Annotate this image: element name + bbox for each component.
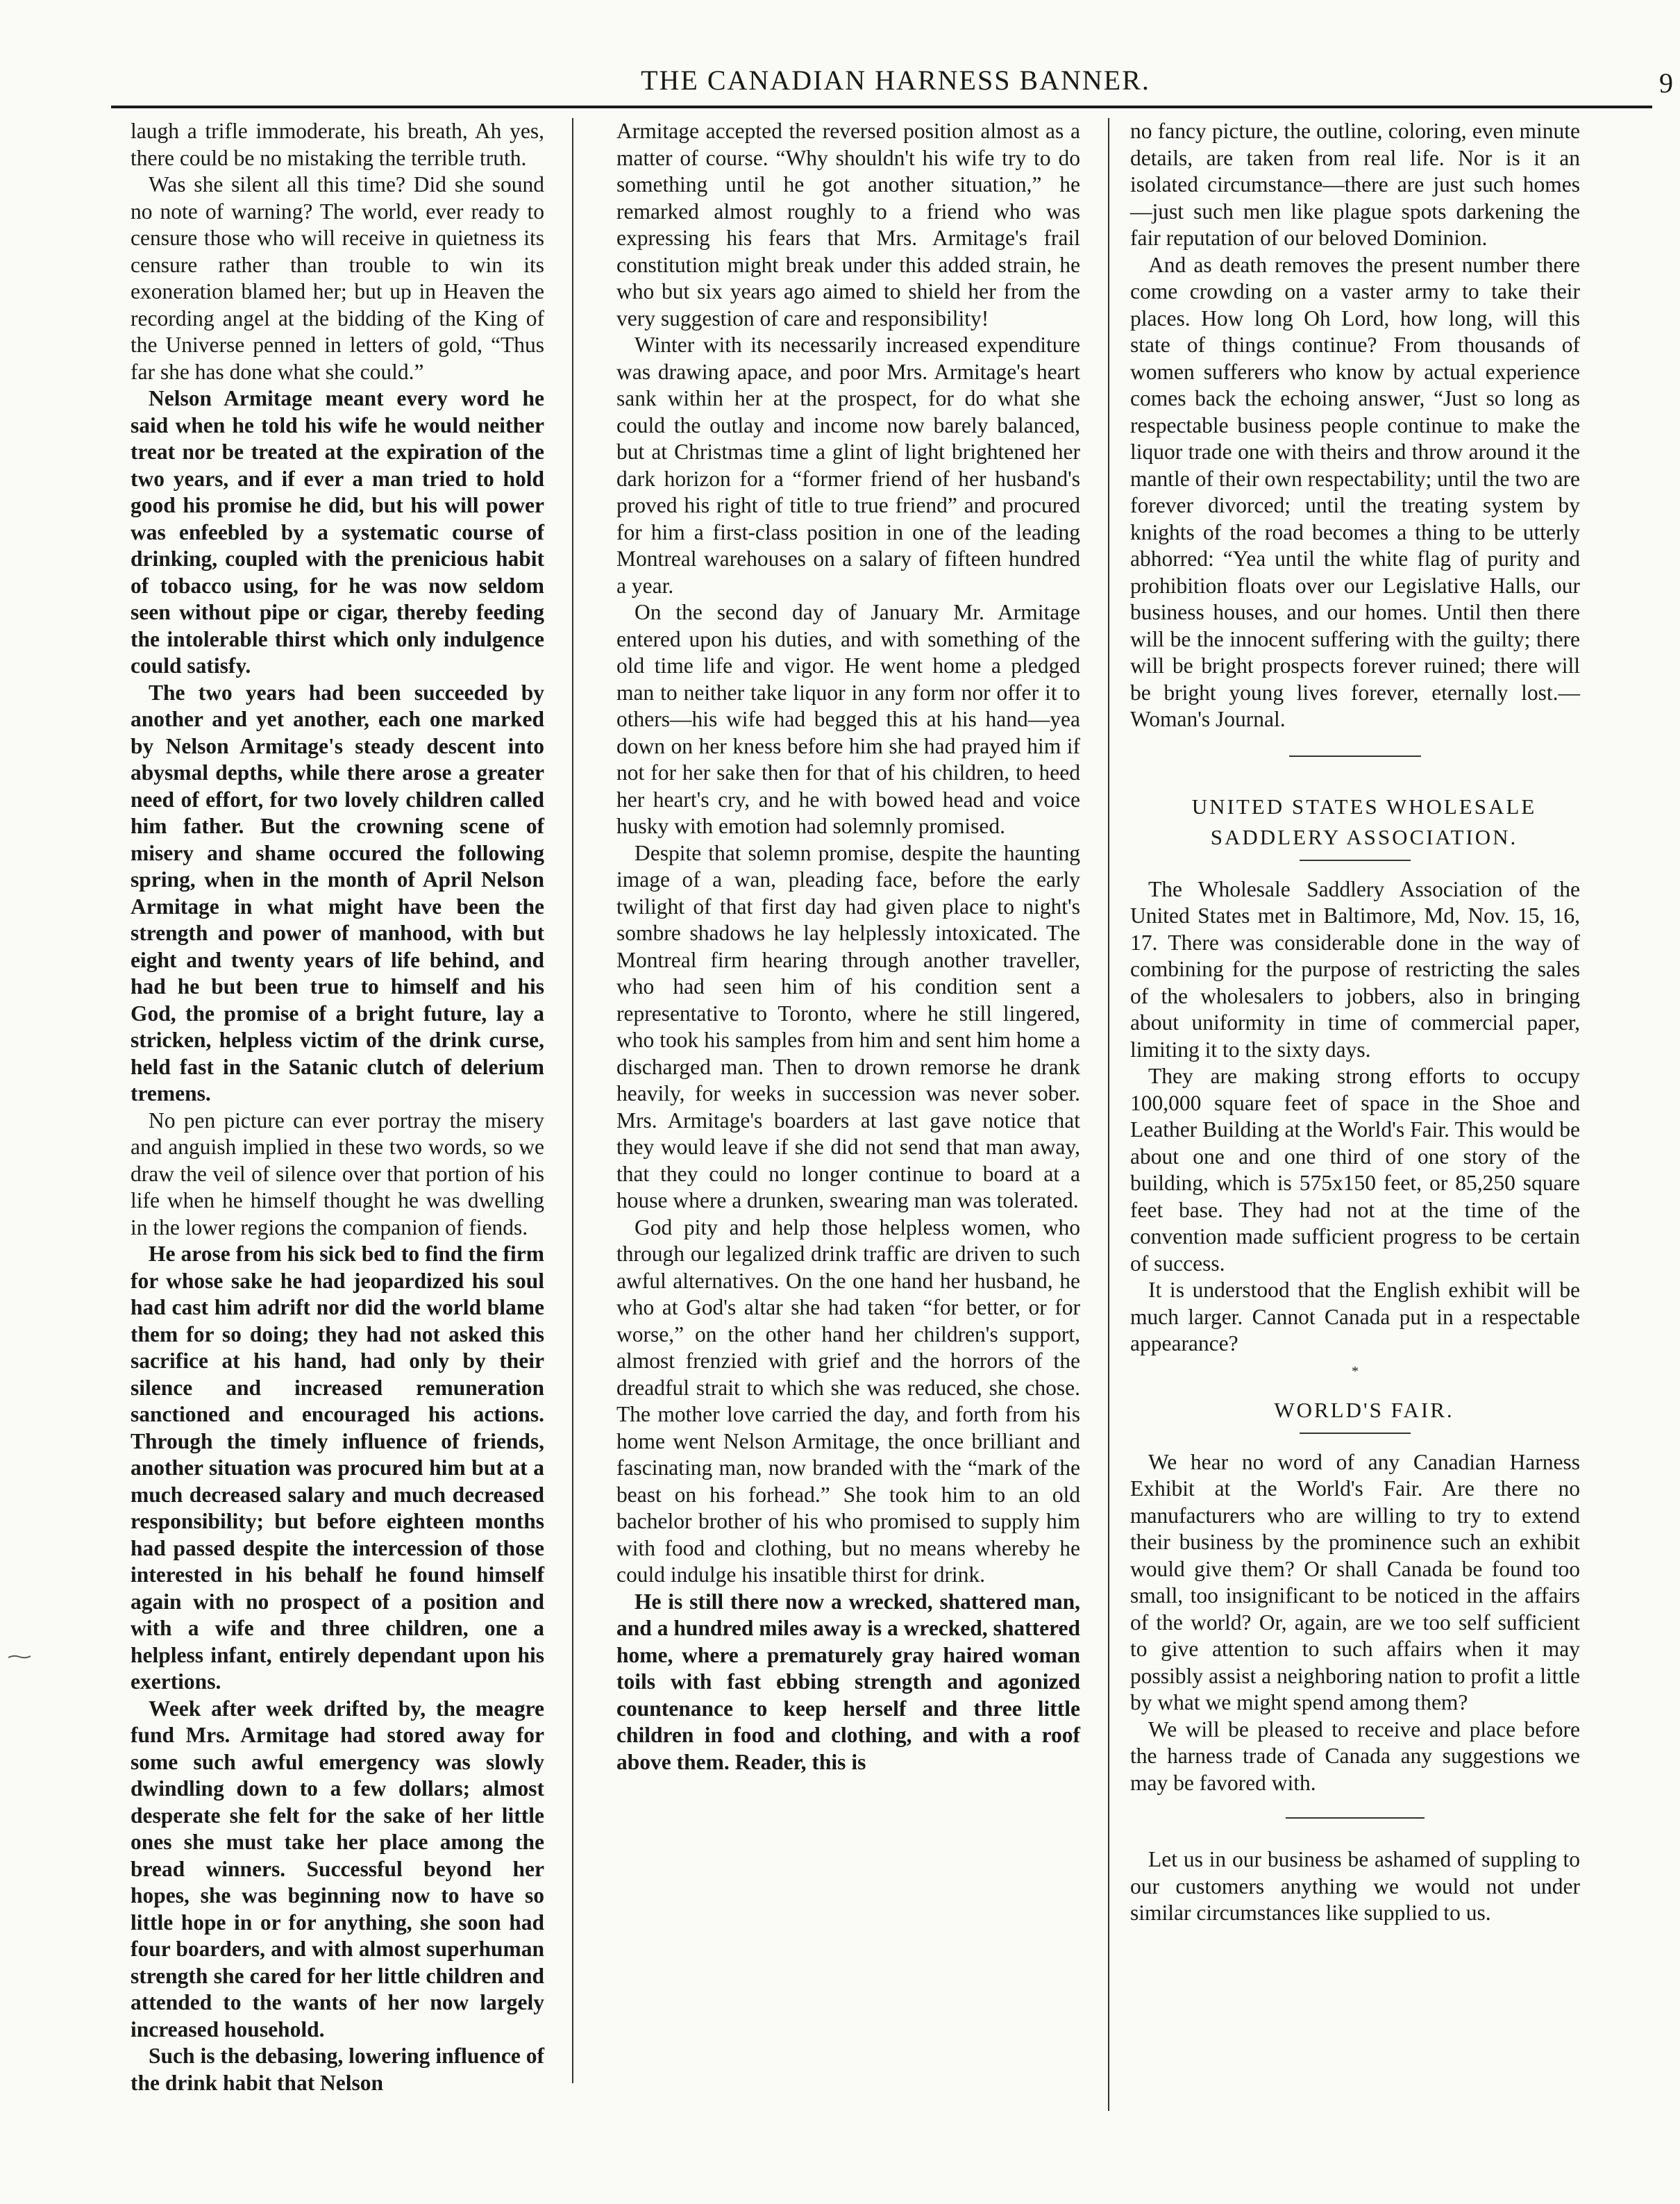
column-2 [616, 118, 1080, 2076]
margin-mark [7, 1653, 32, 1661]
paragraph: The two years had been succeeded by another and yet another, each one marked by Nelson Armitage's steady descent into abysmal depths, while there arose a greater need of effort, for two lovely children called him father. But the crowning scene of misery and shame occured the following spring, when in the month of April Nelson Armitage in what might have been the strength and power of manhood, with but eight and twenty years of life behind, and had he but been true to himself and his God, the promise of a bright future, lay a stricken, helpless victim of the drink curse, held fast in the Satanic clutch of delerium tremens. [131, 680, 544, 1105]
paragraph: no fancy picture, the outline, coloring, even minute details, are taken from real life. Nor is it an isolated circumstance—there are just such homes—just such men like plague spots darkening the fair reputation of our beloved Dominion. [1130, 119, 1580, 250]
section-heading: UNITED STATES WHOLESALE [1191, 794, 1537, 819]
page-title: THE CANADIAN HARNESS BANNER. [641, 65, 1150, 96]
paragraph: No pen picture can ever portray the misery and anguish implied in these two words, so we draw the veil of silence over that portion of his life when he himself thought he was dwelling in the lower regions the companion of fiends. [131, 1108, 544, 1239]
paragraph: laugh a trifle immoderate, his breath, Ah yes, there could be no mistaking the terrible truth. [131, 119, 544, 170]
paragraph: Nelson Armitage meant every word he said when he told his wife he would neither treat nor be treated at the expiration of the two years, and if ever a man tried to hold good his promise he did, but his will power was enfeebled by a systematic course of drinking, coupled with the prenicious habit of tobacco using, for he was now seldom seen without pipe or cigar, thereby feeding the intolerable thirst which only indulgence could satisfy. [131, 386, 544, 678]
paragraph: The Wholesale Saddlery Association of the United States met in Baltimore, Md, Nov. 15, 16, 17. There was considerable done in the way of combining for the purpose of restricting the sales of the wholesalers to jobbers, also in bringing about uniformity in time of commercial paper, limiting it to the sixty days. [1130, 876, 1580, 1062]
paragraph: They are making strong efforts to occupy 100,000 square feet of space in the Shoe and Leather Building at the World's Fair. This would be about one and one third of one story of the building, which is 575x150 feet, or 85,250 square feet base. They had not at the time of the convention made sufficient progress to be certain of success. [1130, 1064, 1580, 1276]
paragraph: Armitage accepted the reversed position almost as a matter of course. “Why shouldn't his wife try to do something until he got another situation,” he remarked almost roughly to a friend who was expressing his fears that Mrs. Armitage's frail constitution might break under this added strain, he who but six years ago aimed to shield her from the very suggestion of care and responsibility! [616, 119, 1080, 331]
section-rule [1289, 755, 1421, 757]
column-divider [572, 118, 573, 2083]
paragraph: We will be pleased to receive and place before the harness trade of Canada any suggestions we may be favored with. [1130, 1717, 1580, 1795]
paragraph: And as death removes the present number there come crowding on a vaster army to take their places. How long Oh Lord, how long, will this state of things continue? From thousands of women sufferers who know by actual experience comes back the echoing answer, “Just so long as respectable business people continue to make the liquor trade one with theirs and throw around it the mantle of their own respectability; until the two are forever divorced; until the treating system by knights of the road becomes a thing to be utterly abhorred: “Yea until the white flag of purity and prohibition floats over our Legislative Halls, our business houses, and our homes. Until then there will be the innocent suffering with the guilty; there will be bright prospects forever ruined; there will be bright young lives forever, eternally lost.—Woman's Journal. [1130, 252, 1580, 731]
paragraph: He is still there now a wrecked, shattered man, and a hundred miles away is a wrecked, shattered home, where a prematurely gray haired woman toils with fast ebbing strength and agonized countenance to keep herself and three little children in food and clothing, and with a roof above them. Reader, this is [616, 1589, 1080, 1774]
paragraph: On the second day of January Mr. Armitage entered upon his duties, and with something of the old time life and vigor. He went home a pledged man to neither take liquor in any form nor offer it to others—his wife had begged this at his hand—yea down on her kness before him she had prayed him if not for her sake then for that of his children, to heed her heart's cry, and he with bowed head and voice husky with emotion had solemnly promised. [616, 600, 1080, 838]
masthead [111, 64, 1680, 106]
paragraph: Week after week drifted by, the meagre fund Mrs. Armitage had stored away for some such awful emergency was slowly dwindling down to a few dollars; almost desperate she felt for the sake of her little ones she must take her place among the bread winners. Successful beyond her hopes, she was beginning now to have so little hope in or for anything, she soon had four boarders, and with almost superhuman strength she cared for her little children and attended to the wants of her now largely increased household. [131, 1696, 544, 2042]
paragraph: God pity and help those helpless women, who through our legalized drink traffic are driven to such awful alternatives. On the one hand her husband, he who at God's altar she had taken “for better, or for worse,” on the other hand her children's support, almost frenzied with grief and the horrors of the dreadful strait to which she was reduced, she chose. The mother love carried the day, and forth from his home went Nelson Armitage, the once brilliant and fascinating man, now branded with the “mark of the beast on his forhead.” She took him to an old bachelor brother of his who promised to supply him with food and clothing, but no means whereby he could indulge his insatible thirst for drink. [616, 1214, 1080, 1587]
section-rule [1286, 1817, 1425, 1819]
paragraph: Winter with its necessarily increased expenditure was drawing apace, and poor Mrs. Armitage's heart sank within her at the prospect, for do what she could the outlay and income now barely balanced, but at Christmas time a glint of light brightened her dark horizon for a “former friend of her husband's proved his right of title to true friend” and procured for him a first-class position in one of the leading Montreal warehouses on a salary of fifteen hundred a year. [616, 333, 1080, 598]
paragraph: Despite that solemn promise, despite the haunting image of a wan, pleading face, before the early twilight of that first day had given place to night's sombre shadows he lay helplessly intoxicated. The Montreal firm hearing through another traveller, who had seen him of his condition sent a representative to Toronto, where he still lingered, who took his samples from him and sent him home a discharged man. Then to drown remorse he drank heavily, for weeks in succession was never sober. Mrs. Armitage's boarders at last gave notice that they would leave if she did not send that man away, that they could no longer continue to board at a house where a drunken, swearing man was tolerated. [616, 840, 1080, 1212]
section-heading: SADDLERY ASSOCIATION. [1210, 824, 1518, 849]
paragraph: Let us in our business be ashamed of suppling to our customers anything we would not under similar circumstances like supplied to us. [1130, 1847, 1580, 1925]
paragraph: He arose from his sick bed to find the firm for whose sake he had jeopardized his soul had cast him adrift nor did the world blame them for so doing; they had not asked this sacrifice at his hand, had only by their silence and increased remuneration sanctioned and encouraged his actions. Through the timely influence of friends, another situation was procured him but at a much decreased salary and much decreased responsibility; but before eighteen months had passed despite the intercession of those interested in his behalf he found himself again with no prospect of a position and with a wife and three children, one a helpless infant, entirely dependant upon his exertions. [131, 1242, 544, 1694]
column-divider [1108, 118, 1109, 2111]
paragraph: We hear no word of any Canadian Harness Exhibit at the World's Fair. Are there no manufacturers who are willing to try to extend their business by the prominence such an exhibit would give them? Or shall Canada be found too small, too insignificant to be noticed in the affairs of the world? Or, again, are we too self sufficient to give attention to such affairs when it may possibly assist a neighboring nation to profit a little by what we might spend among them? [1130, 1449, 1580, 1714]
paragraph: Such is the debasing, lowering influence of the drink habit that Nelson [131, 2044, 544, 2095]
header-rule [111, 106, 1652, 108]
paragraph: It is understood that the English exhibit will be much larger. Cannot Canada put in a respectable appearance? [1130, 1278, 1580, 1355]
paragraph: Was she silent all this time? Did she sound no note of warning? The world, ever ready to censure those who will receive in quietness its censure rather than trouble to win its exoneration blamed her; but up in Heaven the recording angel at the bidding of the King of the Universe penned in letters of gold, “Thus far she has done what she could.” [131, 172, 544, 384]
page-number: 9 [1659, 67, 1673, 99]
column-1 [131, 118, 544, 2095]
section-rule [1300, 860, 1411, 861]
star-divider: * [1352, 1363, 1359, 1379]
column-3 [1130, 118, 1580, 2090]
section-heading: WORLD'S FAIR. [1274, 1397, 1454, 1422]
section-rule [1300, 1433, 1411, 1434]
